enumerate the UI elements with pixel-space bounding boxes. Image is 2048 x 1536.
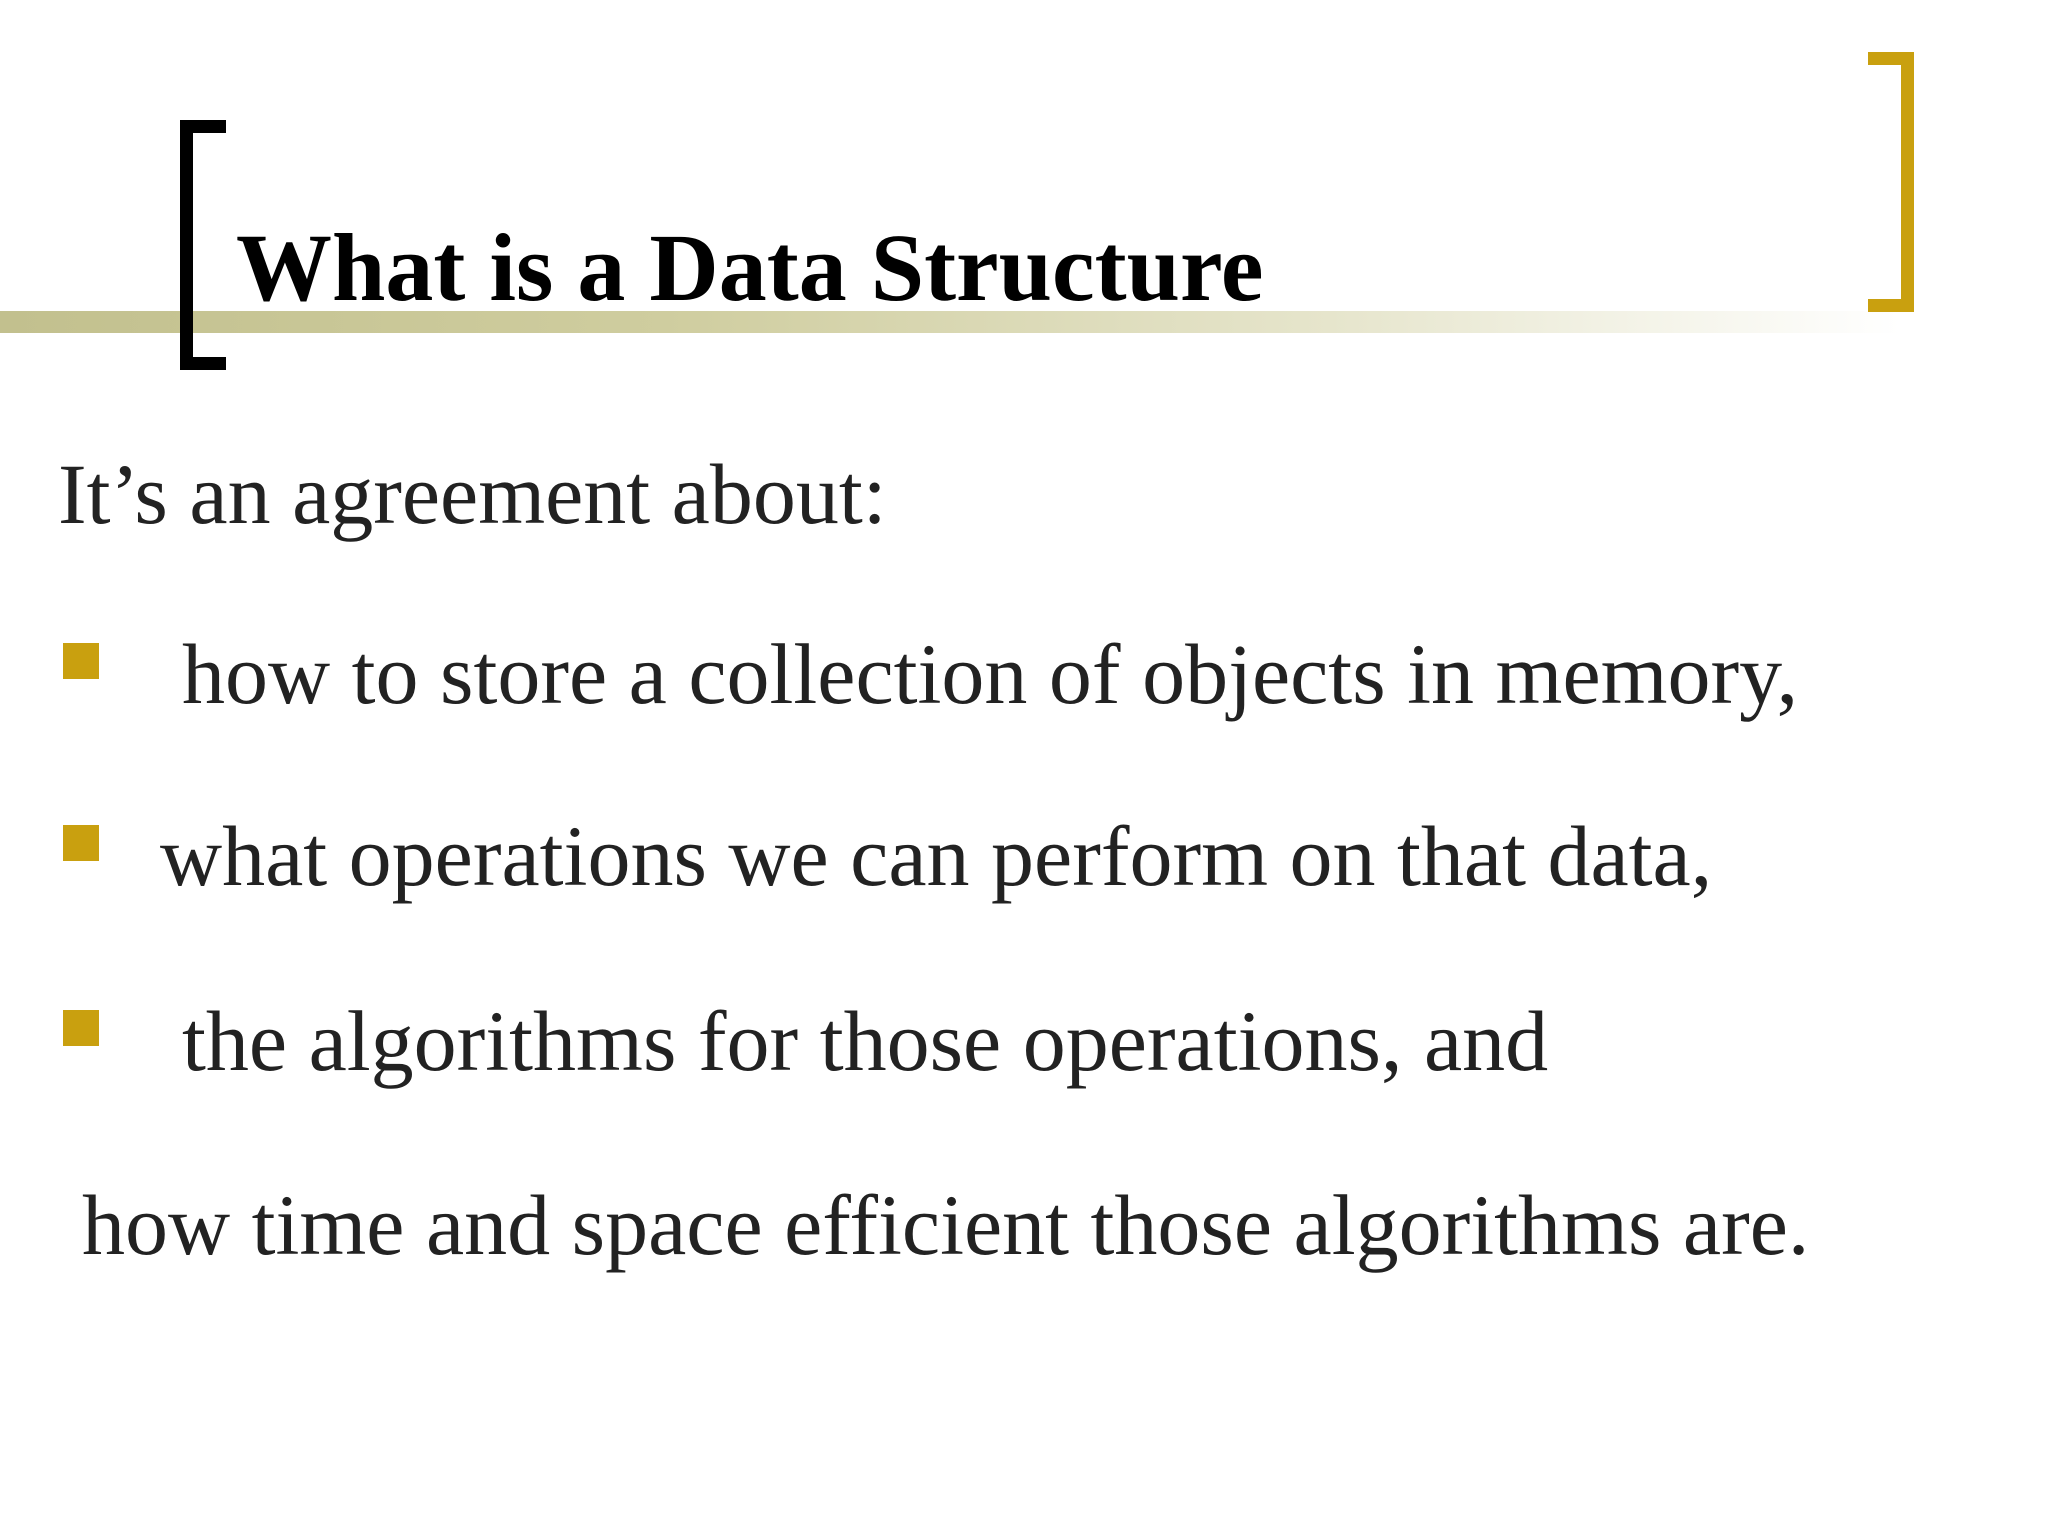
bullet-item: the algorithms for those operations, and [182,993,1549,1089]
left-bracket-decoration [180,120,226,370]
square-bullet-icon [63,825,99,861]
closing-text: how time and space efficient those algorithms are. [82,1177,1810,1273]
square-bullet-icon [63,643,99,679]
bullet-item: how to store a collection of objects in memory, [182,626,1799,722]
square-bullet-icon [63,1010,99,1046]
intro-text: It’s an agreement about: [58,446,887,542]
bullet-item: what operations we can perform on that data, [160,808,1713,904]
right-bracket-decoration [1868,52,1914,312]
slide-title: What is a Data Structure [236,214,1264,321]
